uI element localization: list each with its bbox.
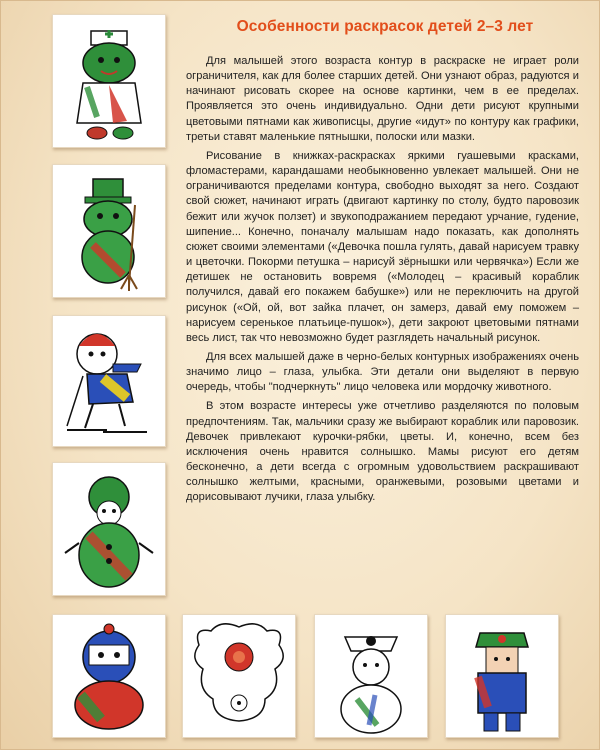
article-body	[186, 54, 579, 510]
drawing-snowman	[52, 462, 166, 596]
drawing-soldier	[445, 614, 559, 738]
paragraph-4: В этом возрасте интересы уже отчетливо разделяются по половым предпочтениям. Так, мальчики сразу же выбирают кораблик или паровозик. Девочек привлекают курочки-рябки, цветы. И, конечно, всем без исключения очень нравится солнышко. Мамы рисуют его детям бесконечно, а дети всегда с огромным удовольствием раскрашивают солнышко желтыми, красными, оранжевыми, розовыми цветами и дорисовывают лучики, глаза улыбку.	[186, 400, 579, 504]
drawing-skier	[52, 315, 166, 447]
robot-drawing-icon	[53, 615, 165, 737]
drawing-sweeper	[52, 164, 166, 298]
doctor-drawing-icon	[53, 15, 165, 147]
paragraph-2: Рисование в книжках-раскрасках яркими гуашевыми красками, фломастерами, карандашами необыкновенно увлекает малышей. Они не ограничиваются пределами контура, свободно выходят за него. Создают свой сюжет, начинают играть (двигают картинку по столу, будто паровозик бежит или жучок ползет) и звукоподражанием передают урчание, гудение, шипение... Конечно, поначалу малышам надо показать, как дополнять сюжет своими элементами («Девочка пошла гулять, давай нарисуем травку и цветочки. Покорми петушка – нарисуй зёрнышки или червячка») Если же детишек не остановить вовремя («Молодец – красивый кораблик получился, давай его покажем бабушке») или не переключить на другой рисунок («Ой, ой, вот зайка плачет, он замерз, давай ему поможем – нарисуем серенькое платьице-пушок»), дети закроют цветовыми пятнами весь лист, так что невозможно будет разглядеть начальный рисунок.	[186, 149, 579, 344]
soldier-drawing-icon	[446, 615, 558, 737]
drawing-policeman	[314, 614, 428, 738]
policeman-drawing-icon	[315, 615, 427, 737]
paragraph-1: Для малышей этого возраста контур в раскраске не играет роли ограничителя, как для более старших детей. Они узнают образ, радуются и начинают рисовать скорее на основе картинки, чем в ее пределах. Проявляется это очень индивидуально. Одни дети рисуют крупными цветовыми пятнами как живописцы, другие «идут» по контуру как графики, третьи ставят маленькие пятнышки, полоски или мазки.	[186, 55, 579, 143]
drawing-doctor	[52, 14, 166, 148]
sweeper-drawing-icon	[53, 165, 165, 297]
snowman-drawing-icon	[53, 463, 165, 595]
skier-drawing-icon	[53, 316, 165, 446]
clown-drawing-icon	[183, 615, 295, 737]
paragraph-3: Для всех малышей даже в черно-белых контурных изображениях очень значимо лицо – глаза, улыбка. Эти детали они выделяют в первую очередь, чтобы "подчеркнуть" лицо человека или мордочку животного.	[186, 350, 579, 394]
drawing-robot	[52, 614, 166, 738]
page-title: Особенности раскрасок детей 2–3 лет	[236, 18, 534, 35]
drawing-clown	[182, 614, 296, 738]
